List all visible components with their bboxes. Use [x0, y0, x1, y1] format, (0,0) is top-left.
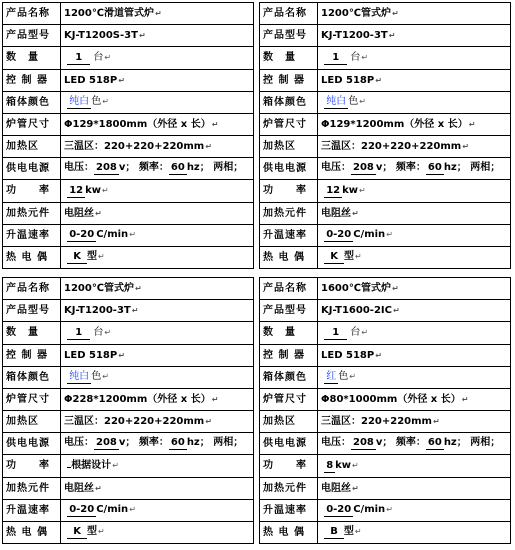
row-color [3, 92, 254, 114]
value: Φ129*1800mm（外径 x 长）↵ [61, 114, 254, 136]
value: Φ80*1000mm（外径 x 长）↵ [318, 389, 511, 411]
value: 纯白 色↵ [61, 367, 254, 389]
label: 产品名称 [3, 278, 61, 300]
label: 产品型号 [3, 25, 61, 47]
label: 加热区 [260, 411, 318, 433]
value: K 型↵ [318, 247, 511, 269]
value: 电压： 208 v； 频率： 60 hz； 两相； [61, 433, 254, 455]
row-elem [260, 203, 511, 225]
value: LED 518P↵ [318, 70, 511, 92]
row-color [3, 367, 254, 389]
value: 0-20 C/min↵ [61, 500, 254, 522]
label: 加热区 [260, 136, 318, 158]
value: 根据设计↵ [61, 455, 254, 478]
label: 控 制 器 [3, 345, 61, 367]
label: 热 电 偶 [3, 247, 61, 269]
value: LED 518P↵ [61, 70, 254, 92]
value: 纯白 色↵ [61, 92, 254, 114]
label: 加热区 [3, 136, 61, 158]
row-rate [260, 500, 511, 522]
row-qty [3, 322, 254, 345]
value: 三温区：220+220+220mm↵ [61, 136, 254, 158]
label: 热 电 偶 [260, 522, 318, 544]
label: 数 量 [260, 322, 318, 345]
value: 0-20 C/min↵ [318, 500, 511, 522]
label: 数 量 [3, 47, 61, 70]
row-ctrl [260, 70, 511, 92]
value: 12 kw↵ [318, 180, 511, 203]
label: 供电电源 [260, 433, 318, 455]
label: 箱体颜色 [260, 367, 318, 389]
row-model [260, 25, 511, 47]
row-color [260, 92, 511, 114]
label: 炉管尺寸 [260, 389, 318, 411]
row-name [3, 278, 254, 300]
label: 控 制 器 [260, 345, 318, 367]
label: 数 量 [260, 47, 318, 70]
value: 电阻丝↵ [318, 203, 511, 225]
value: Φ129*1200mm（外径 x 长）↵ [318, 114, 511, 136]
label: 产品型号 [260, 300, 318, 322]
value: K 型↵ [61, 522, 254, 544]
value: 1 台↵ [61, 47, 254, 70]
value: 电压： 208 v； 频率： 60 hz； 两相； [318, 158, 511, 180]
spec-table [2, 2, 254, 269]
label: 产品型号 [260, 25, 318, 47]
label: 加热元件 [3, 203, 61, 225]
row-model [3, 300, 254, 322]
value: 电压： 208 v； 频率： 60 hz； 两相； [318, 433, 511, 455]
row-name [260, 3, 511, 25]
value: 1 台↵ [318, 47, 511, 70]
row-tube [3, 389, 254, 411]
row-power [260, 158, 511, 180]
row-qty [260, 47, 511, 70]
row-power [3, 158, 254, 180]
row-model [260, 300, 511, 322]
label: 功 率 [3, 180, 61, 203]
label: 升温速率 [260, 225, 318, 247]
label: 箱体颜色 [260, 92, 318, 114]
value: 12 kw↵ [61, 180, 254, 203]
row-name [260, 278, 511, 300]
row-qty [3, 47, 254, 70]
row-pw [260, 455, 511, 478]
row-tube [260, 389, 511, 411]
row-ctrl [3, 70, 254, 92]
spec-table [259, 2, 511, 269]
label: 箱体颜色 [3, 92, 61, 114]
row-zone [3, 136, 254, 158]
label: 升温速率 [3, 225, 61, 247]
row-tube [260, 114, 511, 136]
label: 供电电源 [260, 158, 318, 180]
label: 控 制 器 [260, 70, 318, 92]
value: LED 518P↵ [61, 345, 254, 367]
row-pw [3, 455, 254, 478]
value: 1200℃管式炉↵ [61, 278, 254, 300]
value: Φ228*1200mm（外径 x 长）↵ [61, 389, 254, 411]
row-tc [3, 247, 254, 269]
label: 数 量 [3, 322, 61, 345]
label: 升温速率 [260, 500, 318, 522]
row-elem [260, 478, 511, 500]
row-rate [3, 500, 254, 522]
row-qty [260, 322, 511, 345]
label: 炉管尺寸 [3, 114, 61, 136]
row-pw [260, 180, 511, 203]
label: 供电电源 [3, 433, 61, 455]
spec-table [259, 277, 511, 544]
label: 箱体颜色 [3, 367, 61, 389]
row-power [3, 433, 254, 455]
value: 1200℃滑道管式炉↵ [61, 3, 254, 25]
row-tube [3, 114, 254, 136]
value: KJ-T1200S-3T↵ [61, 25, 254, 47]
row-ctrl [3, 345, 254, 367]
value: 电阻丝↵ [318, 478, 511, 500]
value: K 型↵ [61, 247, 254, 269]
value: 0-20 C/min↵ [318, 225, 511, 247]
label: 产品名称 [3, 3, 61, 25]
value: LED 518P↵ [318, 345, 511, 367]
value: 1200℃管式炉↵ [318, 3, 511, 25]
label: 功 率 [3, 455, 61, 478]
value: 电阻丝↵ [61, 203, 254, 225]
value: 三温区：220+220mm↵ [318, 411, 511, 433]
row-zone [3, 411, 254, 433]
label: 供电电源 [3, 158, 61, 180]
value: B 型↵ [318, 522, 511, 544]
row-power [260, 433, 511, 455]
row-rate [260, 225, 511, 247]
row-name [3, 3, 254, 25]
value: KJ-T1200-3T↵ [61, 300, 254, 322]
value: KJ-T1200-3T↵ [318, 25, 511, 47]
row-elem [3, 478, 254, 500]
value: 电阻丝↵ [61, 478, 254, 500]
row-elem [3, 203, 254, 225]
value: 8 kw↵ [318, 455, 511, 478]
value: 0-20 C/min↵ [61, 225, 254, 247]
value: KJ-T1600-2IC↵ [318, 300, 511, 322]
label: 控 制 器 [3, 70, 61, 92]
label: 产品名称 [260, 3, 318, 25]
row-ctrl [260, 345, 511, 367]
label: 炉管尺寸 [260, 114, 318, 136]
row-pw [3, 180, 254, 203]
label: 炉管尺寸 [3, 389, 61, 411]
row-tc [3, 522, 254, 544]
value: 电压： 208 v； 频率： 60 hz； 两相； [61, 158, 254, 180]
spec-table [2, 277, 254, 544]
value: 红 色↵ [318, 367, 511, 389]
label: 热 电 偶 [260, 247, 318, 269]
label: 功 率 [260, 180, 318, 203]
label: 加热元件 [260, 478, 318, 500]
label: 功 率 [260, 455, 318, 478]
row-rate [3, 225, 254, 247]
value: 1 台↵ [61, 322, 254, 345]
label: 加热区 [3, 411, 61, 433]
label: 加热元件 [260, 203, 318, 225]
row-tc [260, 247, 511, 269]
row-zone [260, 411, 511, 433]
value: 纯白 色↵ [318, 92, 511, 114]
row-color [260, 367, 511, 389]
value: 三温区：220+220+220mm↵ [318, 136, 511, 158]
label: 升温速率 [3, 500, 61, 522]
value: 三温区：220+220+220mm↵ [61, 411, 254, 433]
row-zone [260, 136, 511, 158]
value: 1600℃管式炉↵ [318, 278, 511, 300]
label: 热 电 偶 [3, 522, 61, 544]
label: 产品型号 [3, 300, 61, 322]
row-model [3, 25, 254, 47]
label: 产品名称 [260, 278, 318, 300]
label: 加热元件 [3, 478, 61, 500]
value: 1 台↵ [318, 322, 511, 345]
row-tc [260, 522, 511, 544]
